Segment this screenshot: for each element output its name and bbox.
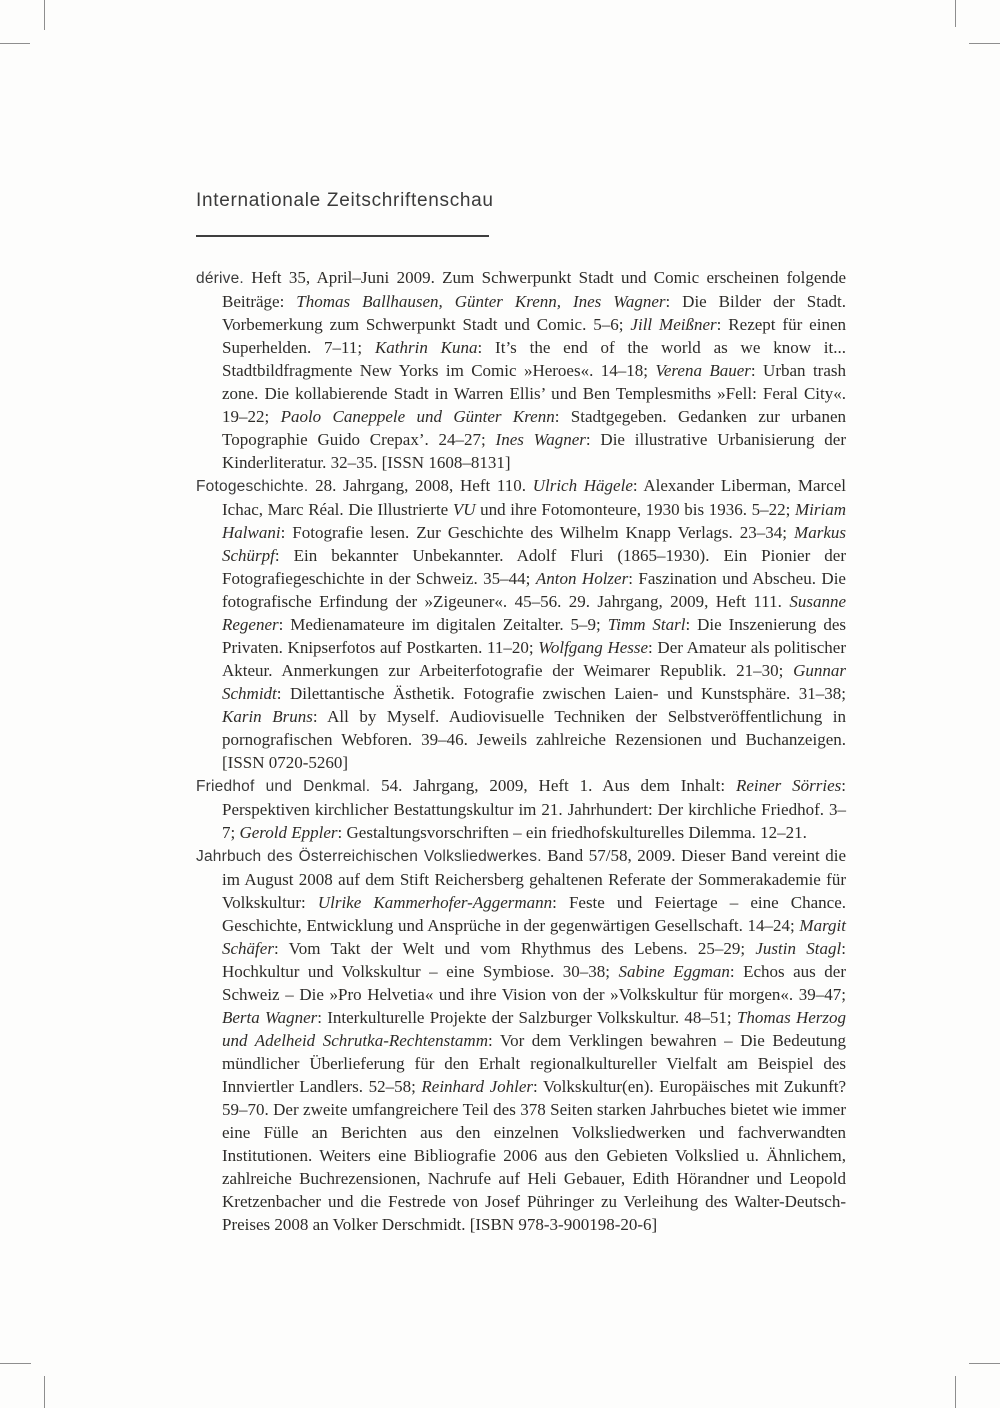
author-name: Gerold Eppler [239,823,338,842]
entry-text: : Perspektiven kirchlicher Bestattungskultur im 21. Jahrhundert: Der kirchliche Friedhof. 3–7; [222,776,846,842]
author-name: Thomas Herzog und Adelheid Schrutka-Rechtenstamm [222,1008,846,1050]
author-name: Miriam Halwani [222,500,846,542]
journal-entry [196,266,846,474]
entry-text: : Hochkultur und Volkskultur – eine Symbiose. 30–38; [222,939,846,981]
entry-text: Heft 35, April–Juni 2009. Zum Schwerpunkt Stadt und Comic erscheinen folgende Beiträge: [222,268,846,311]
author-name: Reiner Sörries [735,776,842,795]
entry-body [222,846,846,1234]
author-name: VU [452,500,476,519]
entry-journal-name: Fotogeschichte. [196,478,309,495]
author-name: Ines Wagner [495,430,586,449]
author-name: Susanne Regener [222,592,846,634]
heading-rule [196,235,489,237]
entry-text: : Die Bilder der Stadt. Vorbemerkung zum Schwerpunkt Stadt und Comic. 5–6; [222,292,846,334]
page-title: Internationale Zeitschriftenschau [196,190,494,211]
entry-text: : All by Myself. Audiovisuelle Techniken der Selbstveröffentlichung in pornografischen Webforen. 39–46. Jeweils zahlreiche Rezensionen und Buchanzeigen. [ISSN 0720-5260] [222,707,846,772]
entry-text: 54. Jahrgang, 2009, Heft 1. Aus dem Inhalt: [370,776,736,795]
journal-entry [196,774,846,844]
crop-mark-top-right-vertical [955,0,956,27]
crop-mark-bottom-left-horizontal [0,1363,31,1364]
author-name: Kathrin Kuna [374,338,478,357]
entry-text: : Interkulturelle Projekte der Salzburger Volkskultur. 48–51; [317,1008,737,1027]
author-name: Sabine Eggman [618,962,730,981]
entry-body [222,268,846,472]
entry-text: : Ein bekannter Unbekannter. Adolf Fluri (1865–1930). Ein Pionier der Fotografiegeschichte in der Schweiz. 35–44; [222,546,846,588]
content-column [196,190,846,1236]
entry-text: Band 57/58, 2009. Dieser Band vereint die im August 2008 auf dem Stift Reichersberg gehaltenen Referate der Sommerakademie für Volkskultur: [222,846,846,912]
crop-mark-top-left-horizontal [0,43,30,44]
author-name: Berta Wagner [222,1008,318,1027]
entry-text: : Dilettantische Ästhetik. Fotografie zwischen Laien- und Kunstsphäre. 31–38; [276,684,846,703]
entry-journal-name: Jahrbuch des Österreichischen Volksliedwerkes. [196,848,542,865]
entry-text: : Die Inszenierung des Privaten. Knipserfotos auf Postkarten. 11–20; [222,615,847,657]
journal-entry [196,474,846,774]
entry-text: : Gestaltungsvorschriften – ein friedhofskulturelles Dilemma. 12–21. [337,823,807,842]
author-name: Anton Holzer [535,569,629,588]
entry-text: : Fotografie lesen. Zur Geschichte des Wilhelm Knapp Verlags. 23–34; [280,523,795,542]
author-name: Timm Starl [607,615,686,634]
author-name: Gunnar Schmidt [222,661,846,703]
entry-text: : Echos aus der Schweiz – Die »Pro Helvetia« und ihre Vision von der »Volkskultur für morgen«. 39–47; [222,962,846,1004]
crop-mark-bottom-left-vertical [44,1376,45,1408]
entry-text: und ihre Fotomonteure, 1930 bis 1936. 5–22; [475,500,795,519]
crop-mark-top-right-horizontal [969,43,1000,44]
crop-mark-top-left-vertical [44,0,45,30]
entry-journal-name: Friedhof und Denkmal. [196,778,371,795]
author-name: Jill Meißner [630,315,717,334]
entry-text: : Rezept für einen Superhelden. 7–11; [222,315,846,357]
author-name: Markus Schürpf [222,523,846,565]
entry-text: : Urban trash zone. Die kollabierende Stadt in Warren Ellis’ und Ben Templesmiths »Fell: Feral City«. 19–22; [222,361,846,426]
author-name: Justin Stagl [755,939,842,958]
entry-text: : It’s the end of the world as we know it... Stadtbildfragmente New Yorks im Comic »Heroes«. 14–18; [222,338,846,380]
author-name: Verena Bauer [655,361,751,380]
entry-body [222,476,846,772]
author-name: Reinhard Johler [421,1077,534,1096]
crop-mark-bottom-right-horizontal [969,1363,1000,1364]
author-name: Wolfgang Hesse [538,638,649,657]
entry-text: 28. Jahrgang, 2008, Heft 110. [308,476,533,495]
entry-text: : Die illustrative Urbanisierung der Kinderliteratur. 32–35. [ISSN 1608–8131] [222,430,846,472]
entry-text: : Medienamateure im digitalen Zeitalter. 5–9; [278,615,608,634]
author-name: Ulrich Hägele [532,476,633,495]
entry-text: : Stadtgegeben. Gedanken zur urbanen Topographie Guido Crepax’. 24–27; [222,407,846,449]
author-name: Karin Bruns [222,707,313,726]
entry-text: : Vom Takt der Welt und vom Rhythmus des Lebens. 25–29; [273,939,756,958]
crop-mark-bottom-right-vertical [955,1376,956,1408]
entry-text: : Volkskultur(en). Europäisches mit Zukunft? 59–70. Der zweite umfangreichere Teil des 378 Seiten starken Jahrbuches bietet wie immer eine Fülle an Berichten aus den einzelnen Volksliedwerken und fachverwandten Institutionen. Weiters eine Bibliografie 2006 aus den Gebieten Volkslied u. Ähnlichem, zahlreiche Buchrezensionen, Nachrufe auf Heli Gebauer, Edith Hörandner und Leopold Kretzenbacher und die Festrede von Josef Pühringer zu Verleihung des Walter-Deutsch-Preises 2008 an Volker Derschmidt. [ISBN 978-3-900198-20-6] [222,1077,846,1234]
entry-journal-name: dérive. [196,270,244,287]
entry-text: : Alexander Liberman, Marcel Ichac, Marc Réal. Die Illustrierte [222,476,846,519]
entry-text: : Der Amateur als politischer Akteur. Anmerkungen zur Arbeiterfotografie der Weimarer Republik. 21–30; [222,638,846,680]
author-name: Ulrike Kammerhofer-Aggermann [317,893,553,912]
journal-entry [196,844,846,1236]
entry-text: : Faszination und Abscheu. Die fotografische Erfindung der »Zigeuner«. 45–56. 29. Jahrgang, 2009, Heft 111. [222,569,846,611]
author-name: Thomas Ballhausen, Günter Krenn, Ines Wagner [296,292,666,311]
author-name: Paolo Caneppele und Günter Krenn [280,407,555,426]
author-name: Margit Schäfer [222,916,846,958]
journal-entries-list [196,266,846,1236]
entry-text: : Vor dem Verklingen bewahren – Die Bedeutung mündlicher Überlieferung für den Erhalt regionalkultureller Vielfalt am Beispiel des Innviertler Landlers. 52–58; [222,1031,846,1096]
entry-text: : Feste und Feiertage – eine Chance. Geschichte, Entwicklung und Ansprüche in der gegenwärtigen Gesellschaft. 14–24; [222,893,846,935]
